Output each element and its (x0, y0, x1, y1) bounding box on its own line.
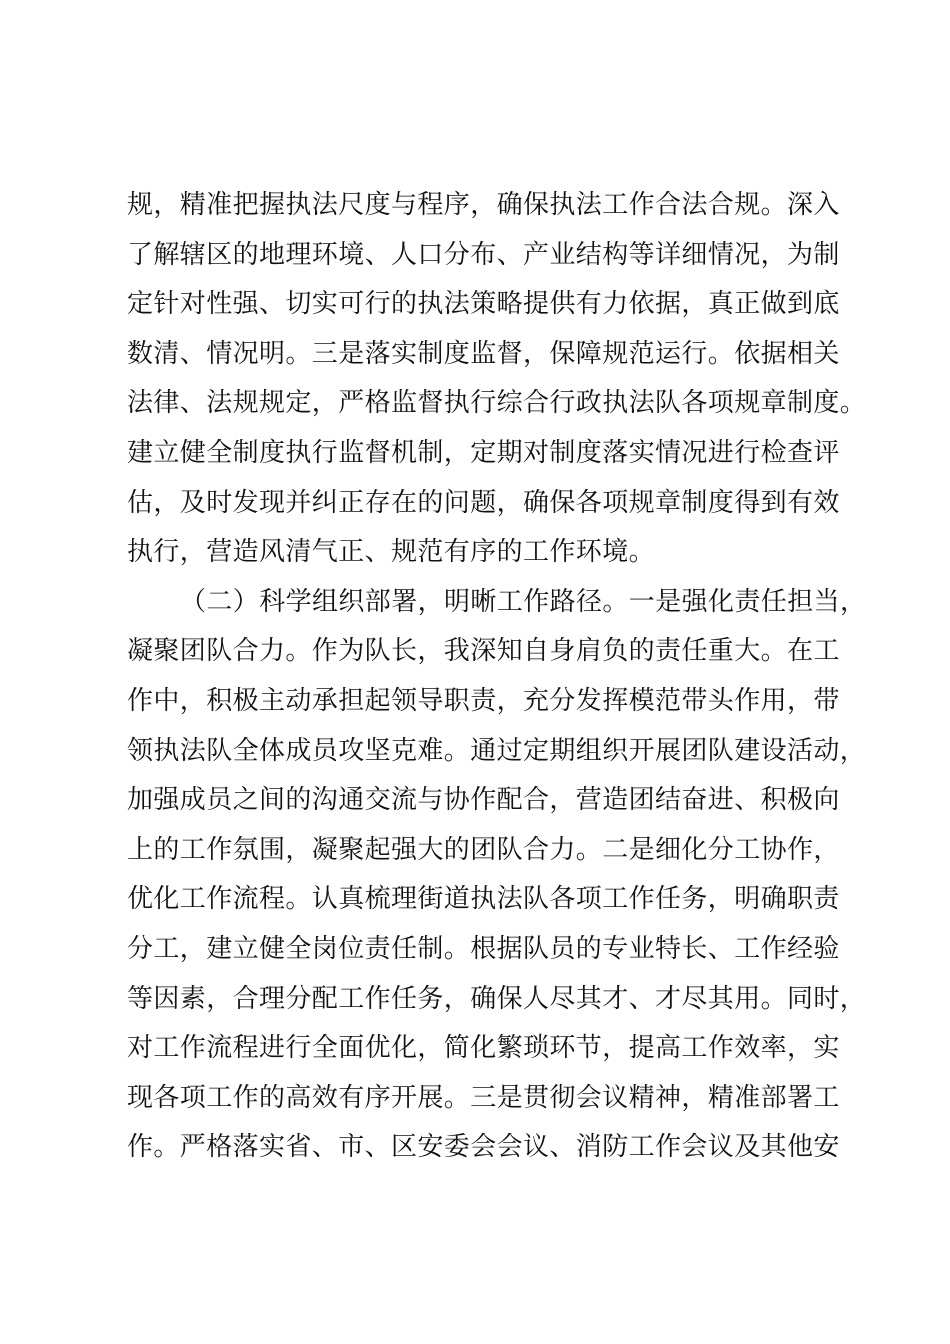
text-line: 估，及时发现并纠正存在的问题，确保各项规章制度得到有效 (127, 487, 840, 518)
text-line: 优化工作流程。认真梳理街道执法队各项工作任务，明确职责 (127, 884, 840, 915)
text-line: 对工作流程进行全面优化，简化繁琐环节，提高工作效率，实 (127, 1033, 840, 1064)
text-line: 了解辖区的地理环境、人口分布、产业结构等详细情况，为制 (127, 239, 840, 270)
text-line: 作中，积极主动承担起领导职责，充分发挥模范带头作用，带 (127, 685, 840, 716)
text-line: 上的工作氛围，凝聚起强大的团队合力。二是细化分工协作， (127, 834, 840, 865)
text-line: 定针对性强、切实可行的执法策略提供有力依据，真正做到底 (127, 289, 840, 320)
text-line: 执行，营造风清气正、规范有序的工作环境。 (127, 537, 656, 568)
text-line: 规，精准把握执法尺度与程序，确保执法工作合法合规。深入 (127, 190, 840, 220)
text-line: 凝聚团队合力。作为队长，我深知自身肩负的责任重大。在工 (127, 636, 840, 667)
text-line: 数清、情况明。三是落实制度监督，保障规范运行。依据相关 (127, 338, 840, 369)
text-line: 现各项工作的高效有序开展。三是贯彻会议精神，精准部署工 (127, 1082, 840, 1113)
text-line: 分工，建立健全岗位责任制。根据队员的专业特长、工作经验 (127, 933, 840, 964)
text-line: 法律、法规规定，严格监督执行综合行政执法队各项规章制度。 (127, 388, 867, 419)
section-heading-line: （二）科学组织部署，明晰工作路径。一是强化责任担当， (180, 586, 867, 617)
text-line: 加强成员之间的沟通交流与协作配合，营造团结奋进、积极向 (127, 785, 840, 816)
text-line: 建立健全制度执行监督机制，定期对制度落实情况进行检查评 (127, 437, 840, 468)
text-line: 等因素，合理分配工作任务，确保人尽其才、才尽其用。同时， (127, 983, 867, 1014)
text-line: 作。严格落实省、市、区安委会会议、消防工作会议及其他安 (127, 1132, 840, 1163)
body-text (127, 181, 867, 1173)
text-line: 领执法队全体成员攻坚克难。通过定期组织开展团队建设活动， (127, 735, 867, 766)
